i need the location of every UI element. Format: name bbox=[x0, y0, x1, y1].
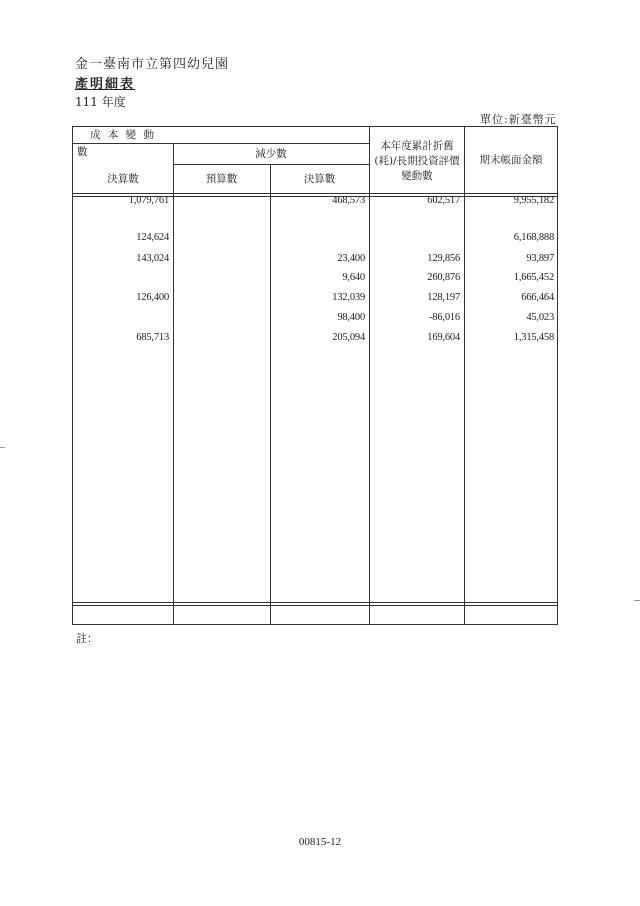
cell-increase-actual: 685,713 bbox=[136, 332, 169, 343]
header-ending-value: 期末帳面金額 bbox=[479, 154, 543, 166]
cell-ending-value: 45,023 bbox=[526, 312, 554, 323]
header-depreciation: 本年度累計折舊(耗)/長期投資評價變動數 bbox=[374, 140, 460, 182]
page-number: 00815-12 bbox=[298, 836, 342, 848]
fiscal-year: 111 年度 bbox=[75, 95, 126, 109]
cell-depreciation: 169,604 bbox=[427, 332, 460, 343]
currency-unit: 單位:新臺幣元 bbox=[480, 113, 557, 126]
cell-depreciation: 260,876 bbox=[427, 272, 460, 283]
cell-decrease-actual: 98,400 bbox=[337, 312, 365, 323]
cell-ending-value: 666,464 bbox=[521, 292, 554, 303]
cell-ending-value: 1,665,452 bbox=[513, 272, 554, 283]
cell-increase-actual: 124,624 bbox=[136, 232, 169, 243]
scan-edge-mark bbox=[0, 447, 5, 448]
cell-decrease-actual: 9,640 bbox=[342, 272, 365, 283]
scan-edge-mark bbox=[634, 600, 640, 601]
header-increase-actual: 決算數 bbox=[107, 173, 139, 185]
grid-line bbox=[270, 164, 271, 625]
cell-increase-actual: 126,400 bbox=[136, 292, 169, 303]
grid-line bbox=[73, 143, 369, 144]
cell-depreciation: 129,856 bbox=[427, 253, 460, 264]
grid-line bbox=[173, 164, 369, 165]
header-increase: 數 bbox=[77, 146, 88, 158]
asset-detail-table bbox=[72, 126, 558, 625]
cell-decrease-actual: 468,573 bbox=[332, 195, 365, 206]
cell-depreciation: 128,197 bbox=[427, 292, 460, 303]
cell-depreciation: -86,016 bbox=[429, 312, 460, 323]
header-decrease: 減少數 bbox=[255, 148, 287, 160]
header-cost-change: 成 本 變 動 bbox=[89, 129, 156, 141]
cell-increase-actual: 1,079,761 bbox=[128, 195, 169, 206]
header-decrease-budget: 預算數 bbox=[205, 173, 238, 185]
grid-line bbox=[73, 605, 558, 606]
cell-depreciation: 602,517 bbox=[427, 195, 460, 206]
cell-ending-value: 6,168,888 bbox=[513, 232, 554, 243]
note-label: 註： bbox=[76, 632, 98, 645]
cell-decrease-actual: 205,094 bbox=[332, 332, 365, 343]
form-title: 產明細表 bbox=[75, 77, 136, 92]
cell-ending-value: 93,897 bbox=[526, 253, 554, 264]
cell-decrease-actual: 132,039 bbox=[332, 292, 365, 303]
header-decrease-actual: 決算數 bbox=[303, 173, 336, 185]
grid-line bbox=[73, 602, 558, 603]
grid-line bbox=[73, 193, 558, 194]
cell-increase-actual: 143,024 bbox=[136, 253, 169, 264]
cell-ending-value: 9,955,182 bbox=[513, 195, 554, 206]
cell-ending-value: 1,315,458 bbox=[513, 332, 554, 343]
cell-decrease-actual: 23,400 bbox=[337, 253, 365, 264]
grid-line bbox=[173, 195, 174, 625]
org-title: 金一臺南市立第四幼兒園 bbox=[75, 57, 230, 72]
